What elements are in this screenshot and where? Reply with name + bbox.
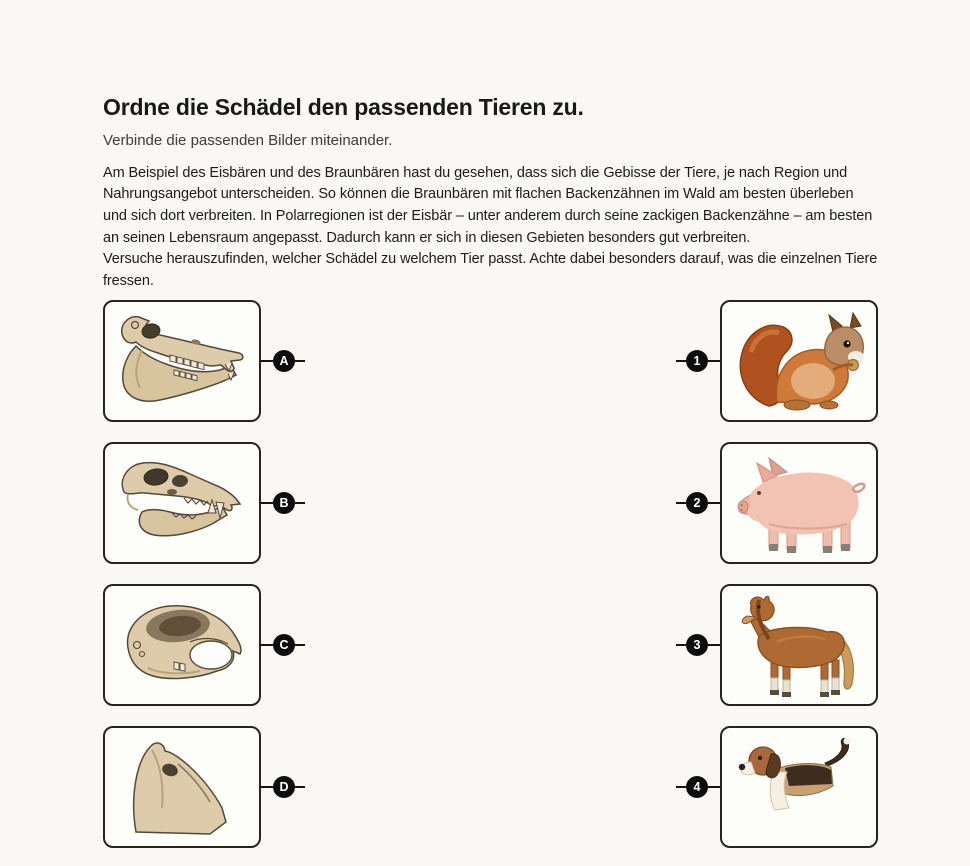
connector-line-c [261,644,273,646]
animal-row-4 [676,726,878,848]
connector-stub-2 [676,502,686,504]
skull-column [103,300,305,848]
connector-stub-1 [676,360,686,362]
horse-skull-image [112,308,252,414]
connector-badge-2[interactable]: 2 [686,492,708,514]
pig-skull-image [112,734,252,840]
pig-image [729,450,869,556]
connector-badge-a[interactable]: A [273,350,295,372]
connector-stub-c [295,644,305,646]
horse-image [729,592,869,698]
skull-card-b[interactable] [103,442,261,564]
connector-stub-a [295,360,305,362]
animal-column [676,300,878,848]
connector-badge-1[interactable]: 1 [686,350,708,372]
animal-card-3[interactable] [720,584,878,706]
squirrel-skull-image [112,592,252,698]
connector-line-a [261,360,273,362]
connector-badge-4[interactable]: 4 [686,776,708,798]
connector-line-1 [708,360,720,362]
animal-row-3 [676,584,878,706]
animal-row-1 [676,300,878,422]
page-subtitle: Verbinde die passenden Bilder miteinander. [103,131,393,149]
animal-card-2[interactable] [720,442,878,564]
skull-card-c[interactable] [103,584,261,706]
matching-area [103,300,878,848]
connector-line-2 [708,502,720,504]
intro-text [103,163,878,293]
animal-card-1[interactable] [720,300,878,422]
skull-row-d [103,726,305,848]
connector-stub-b [295,502,305,504]
connector-badge-b[interactable]: B [273,492,295,514]
intro-paragraph-2: Versuche herauszufinden, welcher Schädel zu welchem Tier passt. Achte dabei besonders darauf, was die einzelnen Tiere fressen. [103,251,878,289]
skull-row-c [103,584,305,706]
connector-line-4 [708,786,720,788]
connector-stub-d [295,786,305,788]
connector-badge-3[interactable]: 3 [686,634,708,656]
connector-line-d [261,786,273,788]
red-squirrel-image [729,308,869,414]
worksheet-page [103,93,878,848]
connector-stub-3 [676,644,686,646]
connector-badge-c[interactable]: C [273,634,295,656]
skull-row-a [103,300,305,422]
intro-paragraph-1: Am Beispiel des Eisbären und des Braunbären hast du gesehen, dass sich die Gebisse der Tiere, je nach Region und Nahrungsangebot unterscheiden. So können die Braunbären mit flachen Backenzähnen im Wald am besten überleben und sich dort verbreiten. In Polarregionen ist der Eisbär – unter anderem durch seine zackigen Backenzähne – am besten an seinen Lebensraum angepasst. Dadurch kann er sich in diesen Gebieten besonders gut verbreiten. [103,164,873,246]
skull-row-b [103,442,305,564]
skull-card-d[interactable] [103,726,261,848]
connector-stub-4 [676,786,686,788]
connector-badge-d[interactable]: D [273,776,295,798]
dog-skull-image [112,450,252,556]
animal-row-2 [676,442,878,564]
skull-card-a[interactable] [103,300,261,422]
connector-line-b [261,502,273,504]
page-title: Ordne die Schädel den passenden Tieren zu. [103,94,584,120]
connector-line-3 [708,644,720,646]
beagle-dog-image [729,734,869,840]
animal-card-4[interactable] [720,726,878,848]
